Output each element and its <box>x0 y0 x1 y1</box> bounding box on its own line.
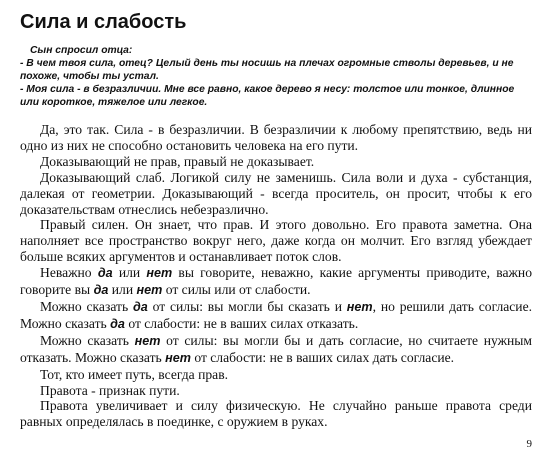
paragraph-2: Доказывающий не прав, правый не доказывает. <box>40 153 315 169</box>
text-run: Можно сказать <box>40 298 133 314</box>
paragraph-6 <box>20 299 532 333</box>
text-run: , но решили дать согласие. Можно сказать <box>20 298 533 331</box>
keyword-da: да <box>132 299 148 314</box>
text-run: Неважно <box>40 265 98 281</box>
paragraph-9: Правота - признак пути. <box>40 382 180 398</box>
keyword-da: да <box>110 316 125 331</box>
page-title: Сила и слабость <box>20 11 187 33</box>
paragraph-1: Да, это так. Сила - в безразличии. В безразличии к любому препятствию, ведь ни одно из них не способно остановить человека на его пути. <box>20 122 532 153</box>
text-run: или <box>108 282 137 298</box>
paragraph-5 <box>20 265 532 299</box>
text-run: от силы: вы могли бы и дать согласие, но считаете нужным отказать. Можно сказать <box>20 332 533 365</box>
text-run: вы говорите, неважно, какие аргументы приводите, важно говорите вы <box>20 265 532 298</box>
paragraph-10: Правота увеличивает и силу физическую. Не случайно раньше правота среди равных определялась в поединке, с оружием в руках. <box>20 398 532 430</box>
keyword-net: нет <box>165 350 191 365</box>
epigraph-question: - В чем твоя сила, отец? Целый день ты носишь на плечах огромные стволы деревьев, и не похоже, чтобы ты устал. <box>20 58 514 82</box>
epigraph-answer: - Моя сила - в безразличии. Мне все равно, какое дерево я несу: толстое или тонкое, длинное или короткое, тяжелое или легкое. <box>20 84 515 108</box>
keyword-net: нет <box>136 283 163 298</box>
text-run: от силы или от слабости. <box>162 282 311 298</box>
keyword-da: да <box>97 266 113 281</box>
paragraph-4: Правый силен. Он знает, что прав. И этого довольно. Его правота заметна. Она наполняет все пространство вокруг него, даже когда он молчит. Его взгляд убеждает больше всяких аргументов и останавливает поток слов. <box>20 217 532 265</box>
paragraph-3: Доказывающий слаб. Логикой силу не заменишь. Сила воли и духа - субстанция, далекая от геометрии. Доказывающий - всегда проситель, он просит, чтобы к его доказательствам отнеслись небезразлично. <box>20 169 532 217</box>
epigraph <box>20 44 532 109</box>
body-text <box>20 122 532 430</box>
page-number: 9 <box>526 438 532 450</box>
paragraph-7 <box>20 333 532 367</box>
keyword-da: да <box>93 283 109 298</box>
epigraph-lead: Сын спросил отца: <box>30 45 133 56</box>
text-run: от слабости: не в ваших силах дать согласие. <box>190 349 455 365</box>
keyword-net: нет <box>346 299 373 314</box>
keyword-net: нет <box>134 333 161 348</box>
text-run: или <box>112 265 147 281</box>
keyword-net: нет <box>146 266 173 281</box>
paragraph-8: Тот, кто имеет путь, всегда прав. <box>40 366 229 382</box>
text-run: от силы: вы могли бы сказать и <box>147 298 347 314</box>
text-run: Можно сказать <box>40 332 135 348</box>
text-run: от слабости: не в ваших силах отказать. <box>124 315 359 331</box>
